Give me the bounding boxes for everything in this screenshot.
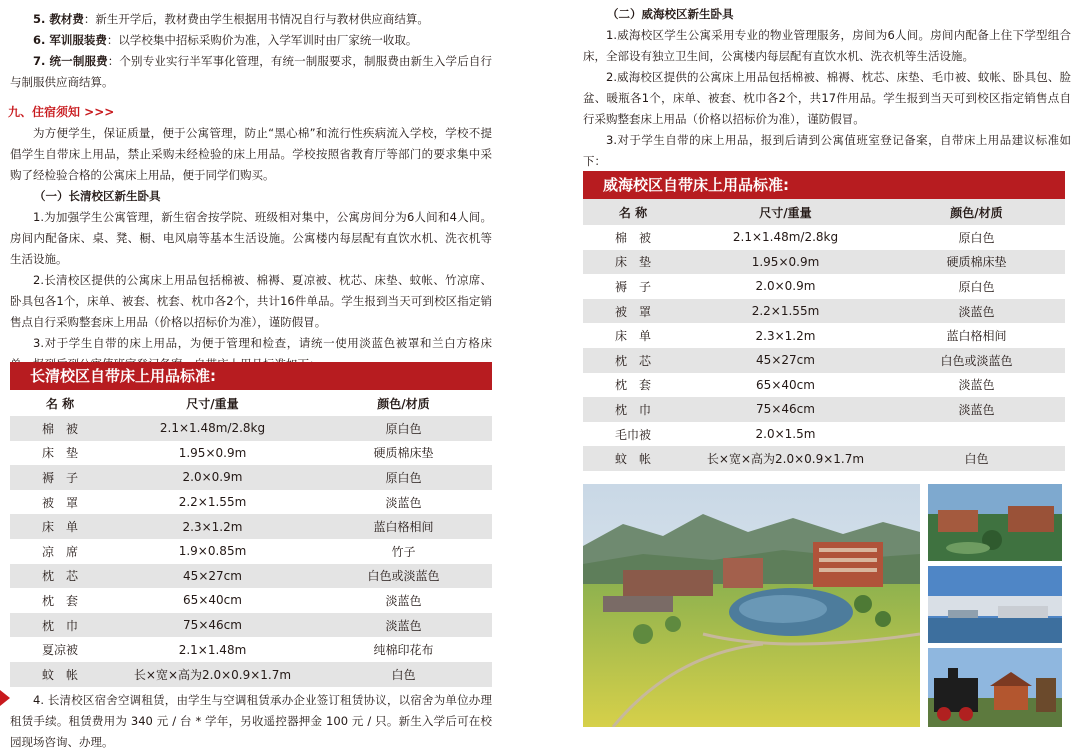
cell-name: 枕 巾 (10, 613, 110, 638)
table-row (583, 446, 1065, 471)
campus-locomotive-illustration (928, 648, 1062, 727)
campus-photo-buildings (928, 484, 1062, 561)
cell-size: 2.3×1.2m (755, 328, 816, 343)
table-row (583, 323, 1065, 348)
table-row (583, 348, 1065, 373)
cell-color: 淡蓝色 (888, 299, 1065, 324)
cell-name: 床 垫 (583, 250, 683, 275)
table-header-row (583, 199, 1065, 225)
cell-size: 45×27cm (683, 348, 888, 373)
cell-size: 2.0×1.5m (755, 427, 816, 442)
weihai-table-title: 威海校区自带床上用品标准: (583, 171, 1065, 199)
cell-color: 纯棉印花布 (373, 643, 434, 658)
table-row (10, 465, 492, 490)
cell-size: 长×宽×高为2.0×0.9×1.7m (683, 446, 888, 471)
cell-name: 枕 芯 (10, 564, 110, 589)
table-row (10, 441, 492, 466)
cell-size: 2.1×1.48m (178, 642, 247, 657)
cell-name: 枕 巾 (583, 397, 683, 422)
campus-photo-locomotive (928, 648, 1062, 727)
cell-name: 褥 子 (10, 465, 110, 490)
cell-color: 原白色 (315, 416, 492, 441)
cell-color: 淡蓝色 (385, 593, 422, 608)
weihai-sub-heading: （二）威海校区新生卧具 (607, 7, 734, 21)
table-row (10, 637, 492, 662)
cell-color: 硬质棉床垫 (373, 446, 434, 461)
cell-color: 白色 (315, 662, 492, 687)
campus-aerial-photo (583, 484, 920, 727)
cell-color: 白色或淡蓝色 (888, 348, 1065, 373)
cell-name: 枕 套 (614, 378, 651, 393)
cell-color: 淡蓝色 (888, 397, 1065, 422)
cell-size: 长×宽×高为2.0×0.9×1.7m (110, 662, 315, 687)
campus-photo-seaside (928, 566, 1062, 643)
cell-color: 蓝白格相间 (946, 329, 1007, 344)
cell-color (888, 422, 1065, 447)
col-header-name: 名 称 (583, 199, 683, 225)
table-row (10, 490, 492, 515)
table-row (583, 422, 1065, 447)
changqing-para-3: 3.对于学生自带的床上用品，为便于管理和检查，请统一使用淡蓝色被罩和兰白方格床 (33, 336, 492, 350)
col-header-color: 颜色/材质 (377, 396, 430, 411)
cell-size: 1.9×0.85m (178, 544, 247, 559)
housing-intro: 为方便学生，保证质量，便于公寓管理，防止“黑心棉”和流行性疾病流入学校，学校不提倡学生自带床上用品，禁止采购未经检验的床上用品。学校按照省教育厅等部门的要求集中采购了经检验合格的公寓床上用品，便于同学们购买。 (10, 126, 492, 182)
cell-size: 65×40cm (183, 593, 242, 608)
cell-color: 原白色 (958, 279, 995, 294)
cell-name: 蚊 帐 (10, 662, 110, 687)
cell-name: 棉 被 (614, 230, 651, 245)
cell-name: 床 单 (10, 514, 110, 539)
cell-color: 淡蓝色 (385, 495, 422, 510)
changqing-table-block (10, 362, 492, 687)
weihai-para-1: 1.威海校区学生公寓采用专业的物业管理服务，房间为6人间。房间内配备上住下学型组合床，全部设有独立卫生间，公寓楼内每层配有直饮水机、洗衣机等生活设施。 (583, 28, 1071, 63)
table-row (10, 613, 492, 638)
campus-buildings-illustration (928, 484, 1062, 561)
table-row (583, 299, 1065, 324)
cell-size: 1.95×0.9m (683, 250, 888, 275)
table-row (583, 397, 1065, 422)
cell-color: 白色或淡蓝色 (315, 564, 492, 589)
table-row (10, 416, 492, 441)
cell-color: 竹子 (391, 544, 416, 559)
changqing-bedding-table (10, 390, 492, 687)
cell-name: 枕 芯 (583, 348, 683, 373)
cell-name: 被 罩 (41, 495, 78, 510)
cell-color: 硬质棉床垫 (888, 250, 1065, 275)
cell-color: 淡蓝色 (958, 378, 995, 393)
weihai-bedding-table (583, 199, 1065, 471)
cell-size: 65×40cm (756, 377, 815, 392)
col-header-name: 名 称 (45, 396, 75, 411)
table-row (583, 225, 1065, 250)
cell-name: 毛巾被 (614, 427, 651, 442)
changqing-para-1: 1.为加强学生公寓管理，新生宿舍按学院、班级相对集中，公寓房间分为6人间和4人间。房间内配备床、桌、凳、橱、电风扇等基本生活设施。公寓楼内每层配有直饮水机、洗衣机等生活设施。 (10, 210, 492, 266)
table-row (10, 662, 492, 687)
cell-name: 夏凉被 (41, 643, 78, 658)
table-row (10, 514, 492, 539)
table-row (583, 274, 1065, 299)
cell-size: 2.2×1.55m (178, 495, 247, 510)
fee-item-uniform-military: 6. 军训服装费：以学校集中招标采购价为准，入学军训时由厂家统一收取。 (33, 33, 418, 47)
fee-item-uniform: 7. 统一制服费：个别专业实行半军事化管理，有统一制服要求，制服费由新生入学后自行与制服供应商结算。 (10, 54, 492, 89)
cell-name: 床 垫 (41, 446, 78, 461)
changqing-para-2: 2.长清校区提供的公寓床上用品包括棉被、棉褥、夏凉被、枕芯、床垫、蚊帐、竹凉席、卧具包各1个，床单、被套、枕套、枕巾各2个，共计16件单品。学生报到当天可到校区指定销售点自行采购整套床上用品（价格以招标价为准），谨防假冒。 (10, 273, 492, 329)
changqing-sub-heading: （一）长清校区新生卧具 (34, 189, 161, 203)
cell-color: 原白色 (315, 465, 492, 490)
col-header-size: 尺寸/重量 (186, 396, 239, 411)
aircon-rental-para: 4. 长清校区宿舍空调租赁，由学生与空调租赁承办企业签订租赁协议，以宿舍为单位办理租赁手续。租赁费用为 340 元 / 台 * 学年，另收遥控器押金 100 元 / 只。新生入学后可在校园现场咨询、办理。 (10, 693, 492, 749)
cell-size: 2.1×1.48m/2.8kg (732, 230, 839, 245)
table-row (10, 539, 492, 564)
cell-size: 2.0×0.9m (110, 465, 315, 490)
left-column (10, 0, 492, 751)
table-row (10, 564, 492, 589)
cell-name: 被 罩 (583, 299, 683, 324)
cell-size: 75×46cm (110, 613, 315, 638)
cell-size: 2.0×0.9m (755, 279, 816, 294)
cell-size: 75×46cm (683, 397, 888, 422)
weihai-para-2: 2.威海校区提供的公寓床上用品包括棉被、棉褥、枕芯、床垫、毛巾被、蚊帐、卧具包、脸盆、暖瓶各1个，床单、被套、枕巾各2个，共17件用品。学生报到当天可到校区指定销售点自行采购整套床上用品（价格以招标价为准），谨防假冒。 (583, 70, 1071, 126)
right-column (583, 0, 1071, 751)
cell-name: 棉 被 (10, 416, 110, 441)
changqing-table-title: 长清校区自带床上用品标准: (10, 362, 492, 390)
cell-color: 淡蓝色 (315, 613, 492, 638)
fee-item-textbook: 5. 教材费：新生开学后，教材费由学生根据用书情况自行与教材供应商结算。 (33, 12, 429, 26)
page-corner-marker (0, 690, 10, 706)
cell-color: 原白色 (958, 230, 995, 245)
cell-name: 蚊 帐 (583, 446, 683, 471)
cell-size: 45×27cm (110, 564, 315, 589)
campus-seaside-illustration (928, 566, 1062, 643)
table-header-row (10, 390, 492, 416)
weihai-table-block (583, 171, 1065, 471)
col-header-size: 尺寸/重量 (683, 199, 888, 225)
campus-aerial-illustration (583, 484, 920, 727)
cell-size: 2.2×1.55m (683, 299, 888, 324)
cell-size: 2.1×1.48m/2.8kg (110, 416, 315, 441)
cell-name: 枕 套 (41, 593, 78, 608)
cell-name: 凉 席 (41, 544, 78, 559)
cell-name: 褥 子 (614, 279, 651, 294)
section-title-housing: 九、住宿须知 >>> (8, 105, 115, 119)
table-row (583, 373, 1065, 398)
col-header-color: 颜色/材质 (888, 199, 1065, 225)
cell-size: 2.3×1.2m (110, 514, 315, 539)
table-row (10, 588, 492, 613)
cell-name: 床 单 (614, 329, 651, 344)
cell-size: 1.95×0.9m (178, 445, 247, 460)
weihai-para-3: 3.对于学生自带的床上用品，报到后请到公寓值班室登记备案，自带床上用品建议标准如下： (583, 133, 1071, 168)
table-row (583, 250, 1065, 275)
cell-color: 白色 (888, 446, 1065, 471)
cell-color: 蓝白格相间 (315, 514, 492, 539)
